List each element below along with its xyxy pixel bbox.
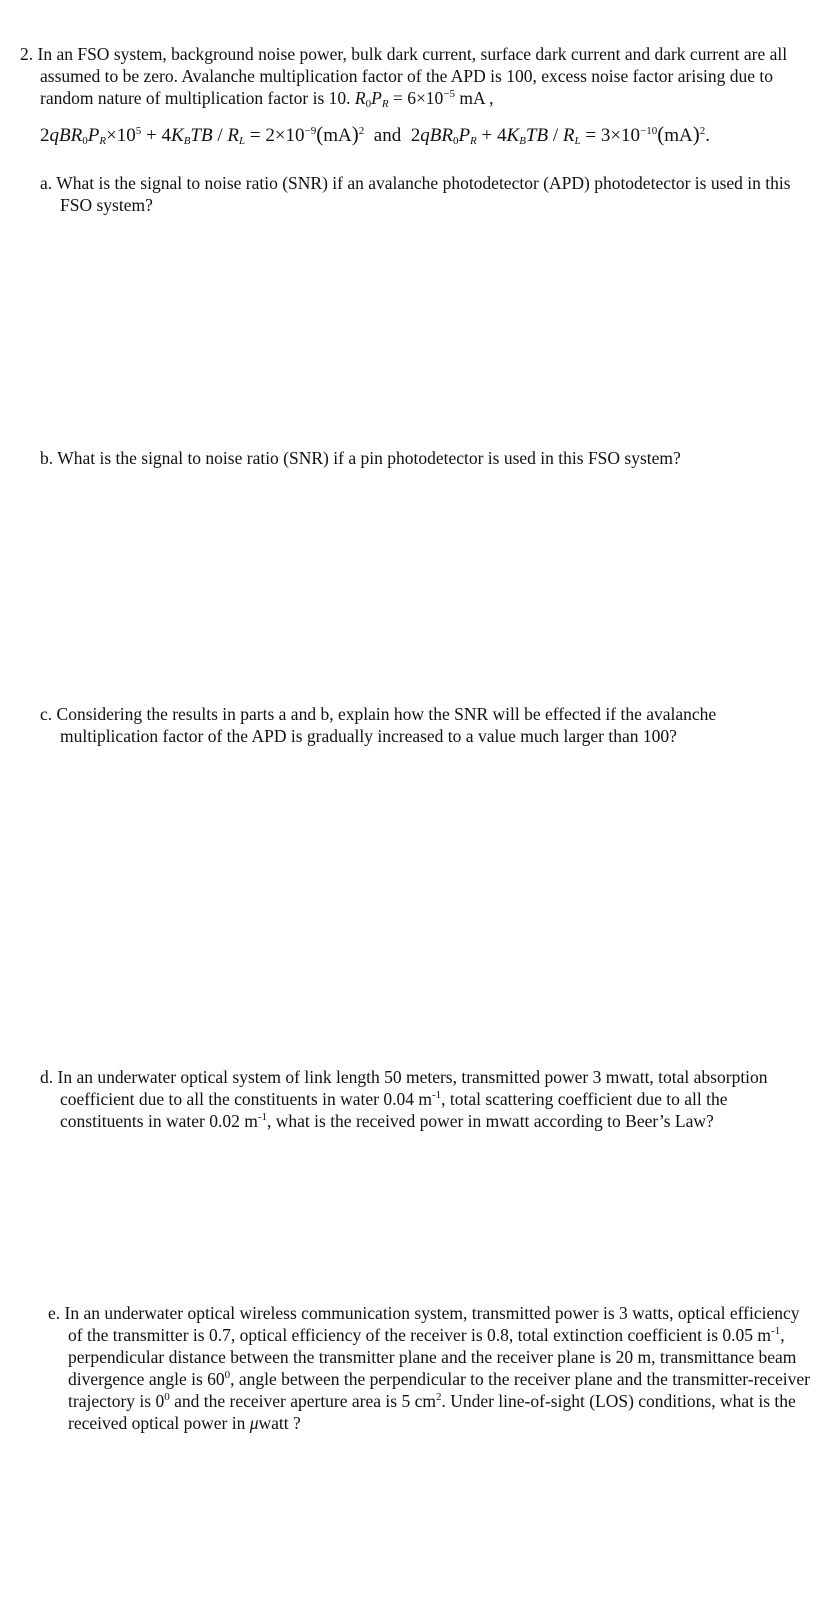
given-equations (40, 121, 710, 149)
part-c-text: Considering the results in parts a and b, explain how the SNR will be effected if the avalanche multiplication factor of the APD is gradually increased to a value much larger than 100? (56, 704, 717, 746)
equation-2: $2qBR_0P_R + 4K_BTB / R_L = 3\times 10^{-10}(mA)^2$. (410, 122, 711, 147)
part-d-label: d. (40, 1067, 54, 1087)
part-d-text: In an underwater optical system of link length 50 meters, transmitted power 3 mwatt, total absorption coefficient due to all the constituents in water 0.04 $m^{-1}$, total scattering coefficient due to all the constituents in water 0.02 $m^{-1}$, what is the received power in mwatt according to Beer’s Law? (57, 1067, 768, 1131)
part-b (40, 447, 805, 469)
question-number: 2. (20, 44, 34, 64)
part-e (48, 1302, 813, 1434)
part-e-text: In an underwater optical wireless communication system, transmitted power is 3 watts, optical efficiency of the transmitter is 0.7, optical efficiency of the receiver is 0.8, total extinction coefficient is 0.05 $m^{-1}$, perpendicular distance between the transmitter plane and the receiver plane is 20 m, transmittance beam divergence angle is $60^0$, angle between the perpendicular to the receiver plane and the transmitter-receiver trajectory is $0^0$ and the receiver aperture area is 5 $cm^2$. Under line-of-sight (LOS) conditions, what is the received optical power in μwatt ? (64, 1303, 810, 1433)
part-a (40, 172, 805, 216)
part-a-label: a. (40, 173, 53, 193)
given-r0pr: $R_0P_R = 6\times 10^{-5}$ mA , (354, 88, 494, 110)
question-intro-text: In an FSO system, background noise power, bulk dark current, surface dark current and dark current are all assumed to be zero. Avalanche multiplication factor of the APD is 100, excess noise factor arising due to random nature of multiplication factor is 10. (37, 44, 788, 108)
question-intro (20, 43, 810, 109)
part-a-text: What is the signal to noise ratio (SNR) if an avalanche photodetector (APD) photodetector is used in this FSO system? (56, 173, 791, 215)
part-c-label: c. (40, 704, 53, 724)
part-c (40, 703, 805, 747)
part-d (40, 1066, 812, 1132)
micro-symbol: μ (249, 1413, 259, 1433)
part-b-label: b. (40, 448, 54, 468)
equation-1: $2qBR_0P_R\times 10^5 + 4K_BTB / R_L = 2\times 10^{-9}(mA)^2$ (40, 122, 365, 147)
part-e-label: e. (48, 1303, 61, 1323)
equation-connector: and (373, 125, 402, 146)
part-b-text: What is the signal to noise ratio (SNR) if a pin photodetector is used in this FSO system? (57, 448, 681, 468)
